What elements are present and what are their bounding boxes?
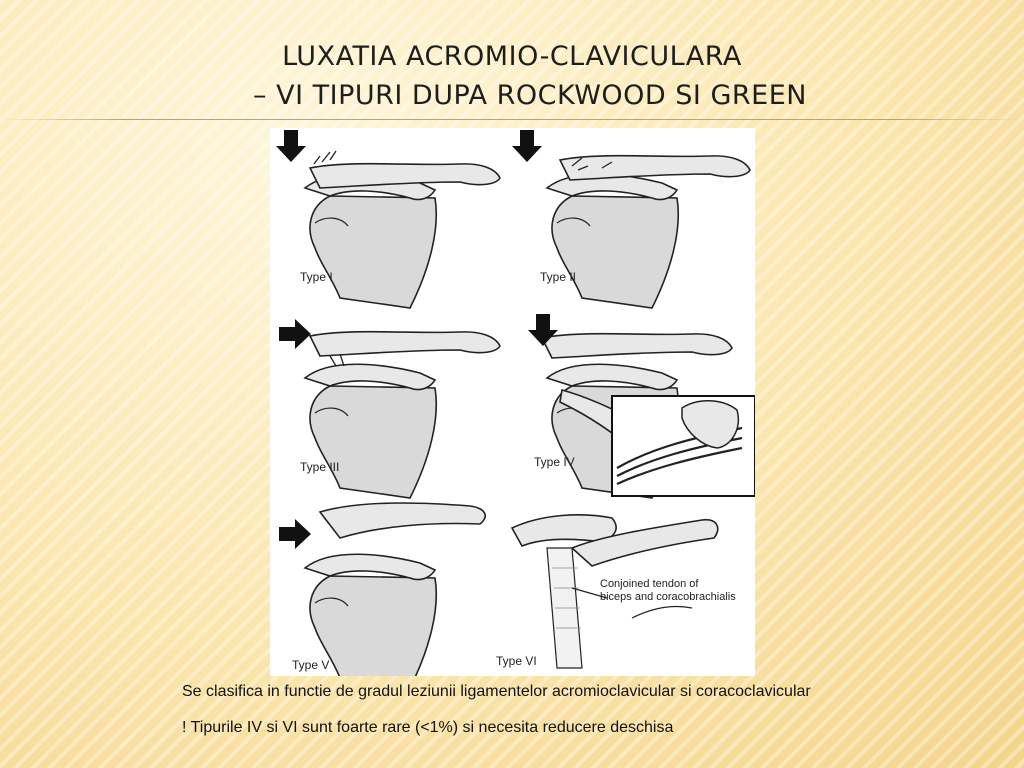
panel-type-4 bbox=[528, 314, 755, 498]
slide-title-line1: LUXATIA ACROMIO-CLAVICULARA bbox=[282, 41, 742, 72]
label-type-4: Type IV bbox=[534, 455, 575, 469]
callout-line2: biceps and coracobrachialis bbox=[600, 591, 736, 603]
rockwood-classification-figure bbox=[270, 128, 755, 676]
callout-conjoined-tendon bbox=[600, 578, 736, 604]
label-type-1: Type I bbox=[300, 270, 333, 284]
label-type-6: Type VI bbox=[496, 654, 537, 668]
title-divider bbox=[0, 119, 1024, 120]
slide-title-line2: – VI TIPURI DUPA ROCKWOOD SI GREEN bbox=[253, 80, 807, 111]
body-text-line2: ! Tipurile IV si VI sunt foarte rare (<1%) si necesita reducere deschisa bbox=[182, 719, 674, 736]
label-type-2: Type II bbox=[540, 270, 577, 284]
body-text-line1: Se clasifica in functie de gradul leziunii ligamentelor acromioclavicular si coracoclavicular bbox=[182, 683, 811, 700]
panel-type-5 bbox=[279, 503, 485, 676]
label-type-3: Type III bbox=[300, 460, 340, 474]
callout-line1: Conjoined tendon of bbox=[600, 578, 699, 590]
label-type-5: Type V bbox=[292, 658, 330, 672]
